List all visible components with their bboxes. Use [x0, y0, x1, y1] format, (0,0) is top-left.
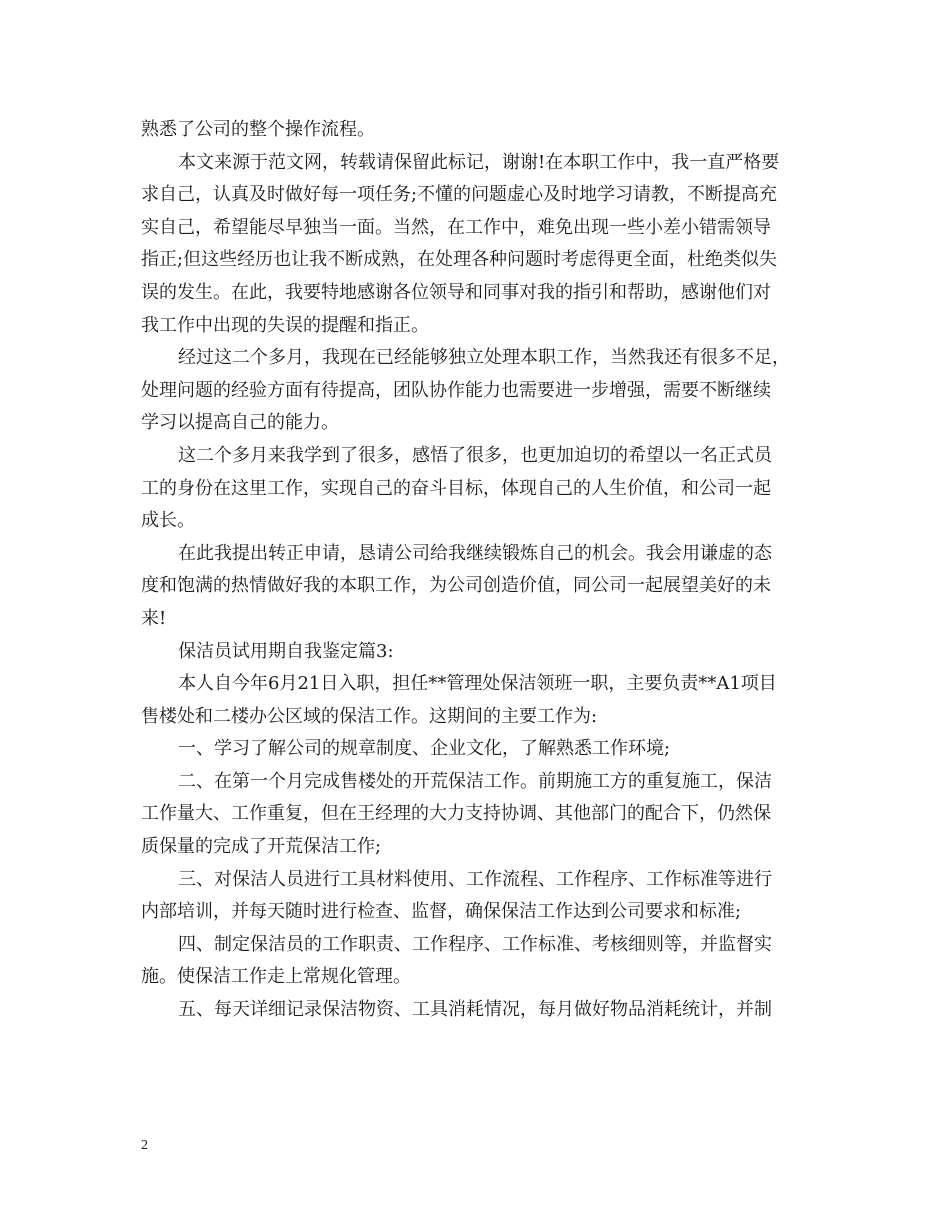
text-line: 来!	[141, 607, 167, 629]
text-line: 质保量的完成了开荒保洁工作;	[141, 836, 382, 858]
text-line: 本人自今年6月21日入职，担任**管理处保洁领班一职，主要负责**A1项目	[178, 673, 777, 695]
text-line: 学习以提高自己的能力。	[141, 412, 339, 434]
text-line: 施。使保洁工作走上常规化管理。	[141, 966, 411, 988]
text-line: 指正;但这些经历也让我不断成熟，在处理各种问题时考虑得更全面，杜绝类似失	[141, 249, 778, 271]
text-line: 熟悉了公司的整个操作流程。	[141, 119, 375, 140]
text-line: 内部培训，并每天随时进行检查、监督，确保保洁工作达到公司要求和标准;	[141, 901, 742, 923]
text-line: 求自己，认真及时做好每一项任务;不懂的问题虚心及时地学习请教，不断提高充	[141, 184, 778, 206]
text-line: 我工作中出现的失误的提醒和指正。	[141, 314, 429, 336]
text-line: 成长。	[141, 510, 195, 532]
text-line: 度和饱满的热情做好我的本职工作，为公司创造价值，同公司一起展望美好的未	[141, 575, 771, 597]
text-line: 工作量大、工作重复，但在王经理的大力支持协调、其他部门的配合下，仍然保	[141, 803, 771, 825]
text-line: 四、制定保洁员的工作职责、工作程序、工作标准、考核细则等，并监督实	[178, 933, 772, 955]
text-line: 三、对保洁人员进行工具材料使用、工作流程、工作程序、工作标准等进行	[178, 868, 772, 890]
text-line: 本文来源于范文网，转载请保留此标记，谢谢!在本职工作中，我一直严格要	[178, 151, 780, 173]
text-line: 在此我提出转正申请，恳请公司给我继续锻炼自己的机会。我会用谦虚的态	[178, 542, 772, 564]
text-line: 误的发生。在此，我要特地感谢各位领导和同事对我的指引和帮助，感谢他们对	[141, 281, 771, 303]
text-line: 这二个多月来我学到了很多，感悟了很多，也更加迫切的希望以一名正式员	[178, 444, 772, 466]
text-line: 实自己，希望能尽早独当一面。当然，在工作中，难免出现一些小差小错需领导	[141, 216, 771, 238]
text-line: 售楼处和二楼办公区域的保洁工作。这期间的主要工作为:	[141, 705, 598, 727]
text-line: 经过这二个多月，我现在已经能够独立处理本职工作，当然我还有很多不足，	[178, 347, 790, 369]
text-line: 工的身份在这里工作，实现自己的奋斗目标，体现自己的人生价值，和公司一起	[141, 477, 771, 499]
text-line: 二、在第一个月完成售楼处的开荒保洁工作。前期施工方的重复施工，保洁	[178, 770, 772, 792]
section-heading: 保洁员试用期自我鉴定篇3:	[178, 640, 394, 662]
text-line: 一、学习了解公司的规章制度、企业文化，了解熟悉工作环境;	[178, 738, 671, 760]
text-line: 处理问题的经验方面有待提高，团队协作能力也需要进一步增强，需要不断继续	[141, 379, 771, 401]
document-body	[141, 114, 819, 1027]
page-number: 2	[141, 1138, 148, 1153]
text-line: 五、每天详细记录保洁物资、工具消耗情况，每月做好物品消耗统计，并制	[178, 999, 772, 1021]
